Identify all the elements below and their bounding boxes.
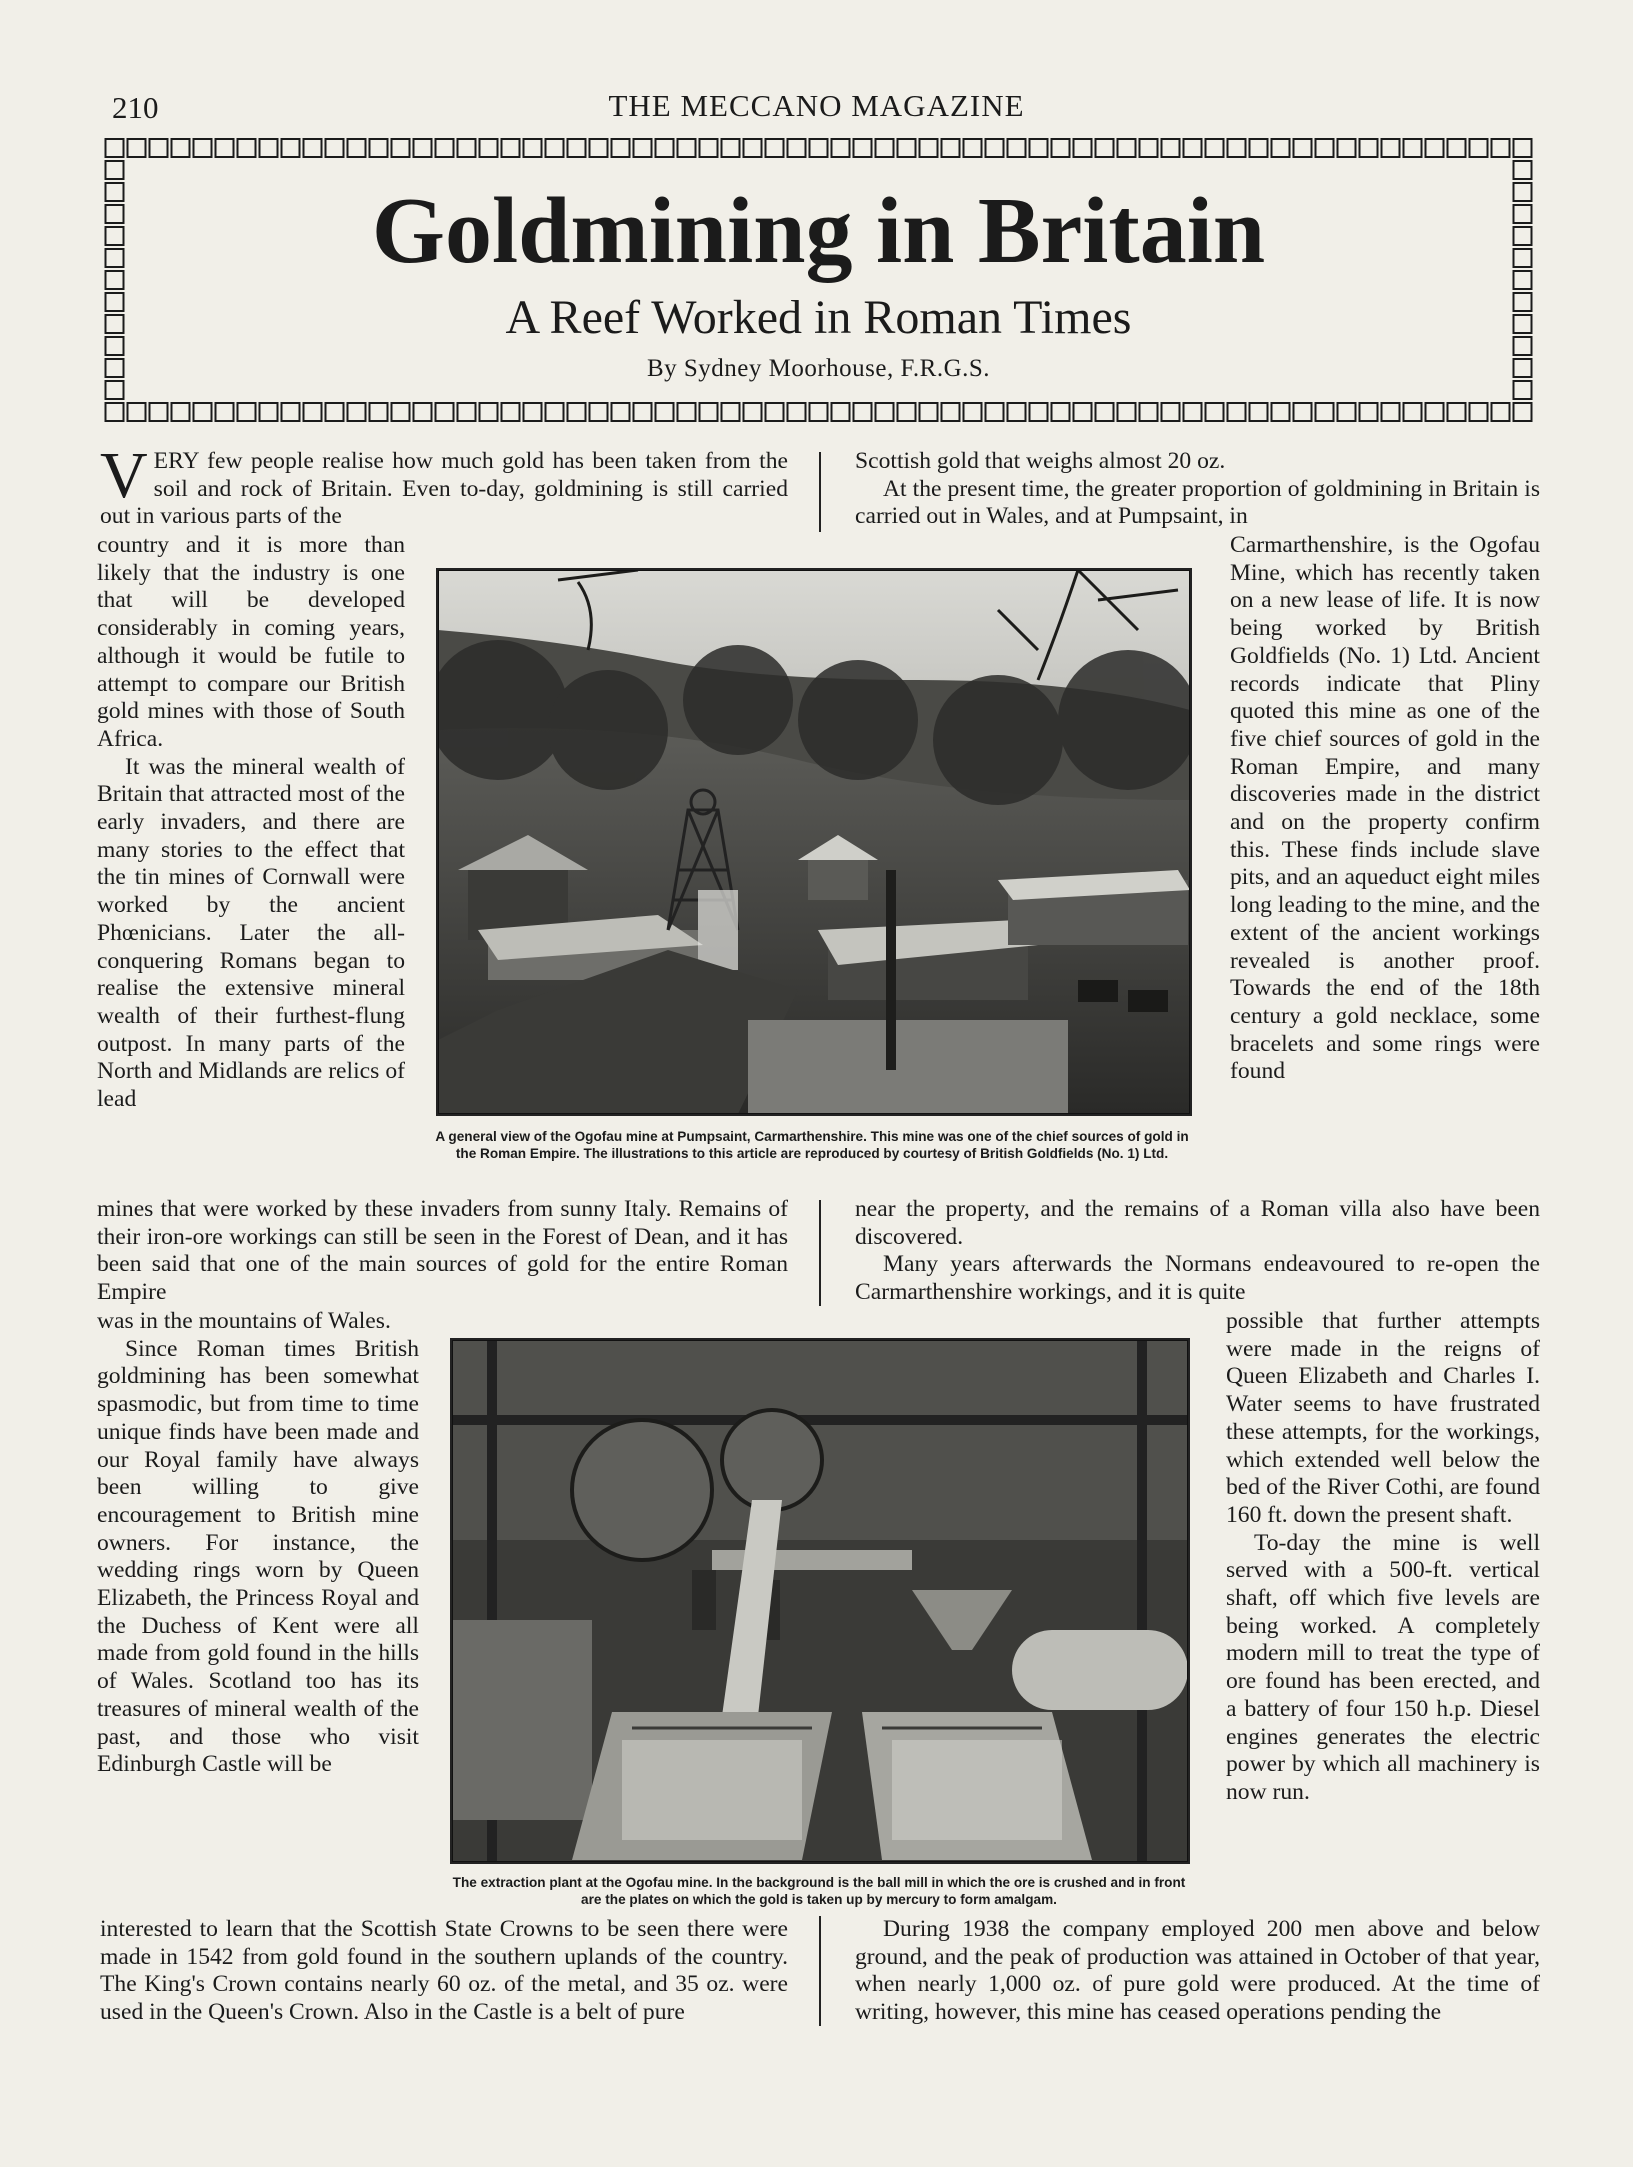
border-square [1096,139,1114,157]
border-square [1338,403,1356,421]
border-square [106,161,124,179]
border-square [1052,403,1070,421]
border-square [282,403,300,421]
border-square [1008,403,1026,421]
border-square [392,139,410,157]
border-square [150,403,168,421]
border-square [1470,403,1488,421]
border-square [788,139,806,157]
border-square [876,403,894,421]
text-block-left-top [100,439,788,532]
border-square [722,403,740,421]
border-square [370,139,388,157]
border-square [1448,403,1466,421]
border-square [832,403,850,421]
border-square [854,139,872,157]
border-square [1074,139,1092,157]
paragraph: mines that were worked by these invaders from sunny Italy. Remains of their iron-ore workings can still be seen in the Forest of Dean, and it has been said that one of the main sources of gold for the entire Roman Empire [97,1196,788,1306]
border-square [458,139,476,157]
column-rule [819,1200,821,1306]
border-square [1052,139,1070,157]
text-block-left-narrow-2 [97,1308,419,1920]
border-square [898,403,916,421]
border-square [1206,403,1224,421]
border-square [502,139,520,157]
border-square [678,139,696,157]
border-square [238,403,256,421]
paragraph: near the property, and the remains of a Roman villa also have been discovered. [855,1196,1540,1250]
border-square [326,403,344,421]
border-square [1118,403,1136,421]
border-square [1184,139,1202,157]
border-square [392,403,410,421]
border-square [414,139,432,157]
border-square [260,139,278,157]
border-square [194,403,212,421]
border-square [1492,139,1510,157]
paragraph: Carmarthenshire, is the Ogofau Mine, which has recently taken on a new lease of life. It is now being worked by British Goldfields (No. 1) Ltd. Ancient records indicate that Pliny quoted this mine as one of the five chief sources of gold in the Roman Empire, and many discoveries made in the district and on the property confirm this. These finds include slave pits, and an aqueduct eight miles long leading to the mine, and the extent of the ancient workings revealed is another proof. Towards the end of the 18th century a gold necklace, some bracelets and some rings were found [1230,532,1540,1085]
border-square [1008,139,1026,157]
article-title: Goldmining in Britain [371,179,1266,283]
border-square [502,403,520,421]
border-square [1228,139,1246,157]
border-square [106,381,124,399]
border-square [1294,139,1312,157]
border-square [722,139,740,157]
border-square [612,139,630,157]
photo-extraction-plant [450,1338,1190,1864]
paragraph: During 1938 the company employed 200 men above and below ground, and the peak of production was attained in October of that year, when nearly 1,000 oz. of pure gold were produced. At the time of writing, however, this mine has ceased operations pending the [855,1916,1540,2026]
border-square [1140,403,1158,421]
border-square [1382,139,1400,157]
border-square [238,139,256,157]
border-square [942,403,960,421]
article-byline: By Sydney Moorhouse, F.R.G.S. [646,355,991,382]
border-square [1360,403,1378,421]
border-square [1360,139,1378,157]
border-square [1316,403,1334,421]
paragraph: To-day the mine is well served with a 500-ft. vertical shaft, off which five levels are being worked. A completely modern mill to treat the type of ore found has been erected, and a battery of four 150 h.p. Diesel engines generates the electric power by which all machinery is now run. [1226,1529,1540,1805]
border-square [1250,139,1268,157]
border-square [612,403,630,421]
border-square [436,139,454,157]
border-square [1030,139,1048,157]
paragraph: ERY few people realise how much gold has been taken from the soil and rock of Britain. Even to-day, goldmining is still carried out in various parts of the [100,448,788,530]
border-square [898,139,916,157]
text-block-right-narrow-2 [1226,1308,1540,1920]
border-square [1426,403,1444,421]
border-square [106,139,124,157]
text-block-right-bottom [855,1916,1540,2028]
figure-1-caption: A general view of the Ogofau mine at Pumpsaint, Carmarthenshire. This mine was one of the chief sources of gold in the Roman Empire. The illustrations to this article are reproduced by courtesy of British Goldfields (No. 1) Ltd. [435,1129,1189,1161]
border-square [546,403,564,421]
border-square [348,139,366,157]
border-square [810,403,828,421]
border-square [1338,139,1356,157]
border-square [1316,139,1334,157]
border-square [920,139,938,157]
border-square [150,139,168,157]
border-square [1096,403,1114,421]
border-square [414,403,432,421]
article-subtitle: A Reef Worked in Roman Times [505,291,1132,344]
text-block-right-narrow-1 [1230,532,1540,1200]
border-square [920,403,938,421]
text-block-right-mid [855,1196,1540,1308]
border-square [568,403,586,421]
border-square [348,403,366,421]
border-square [1272,139,1290,157]
border-square [194,139,212,157]
paragraph: At the present time, the greater proportion of goldmining in Britain is carried out in Wales, and at Pumpsaint, in [855,475,1540,530]
border-square [326,139,344,157]
border-square [810,139,828,157]
border-square [590,139,608,157]
paragraph: was in the mountains of Wales. [97,1308,391,1334]
border-square [282,139,300,157]
border-square [964,403,982,421]
text-block-left-bottom [100,1916,788,2028]
text-block-left-narrow-1 [97,532,405,1200]
border-square [744,403,762,421]
border-square [304,139,322,157]
paragraph: It was the mineral wealth of Britain that attracted most of the early invaders, and there are many stories to the effect that the tin mines of Cornwall were worked by the ancient Phœnicians. Later the all-conquering Romans began to realise the extensive mineral wealth of their furthest-flung outpost. In many parts of the North and Midlands are relics of lead [97,753,405,1113]
border-square [436,403,454,421]
border-square [1250,403,1268,421]
border-square [1470,139,1488,157]
border-square [370,403,388,421]
column-rule [819,1916,821,2026]
text-block-left-mid [97,1196,788,1308]
text-block-right-top [855,448,1540,532]
border-square [678,403,696,421]
border-square [1294,403,1312,421]
border-square [524,139,542,157]
border-square [1030,403,1048,421]
border-square [1074,403,1092,421]
border-square [260,403,278,421]
border-square [480,403,498,421]
border-square [1492,403,1510,421]
photo-ogofau-mine-general-view [436,568,1192,1116]
border-square [832,139,850,157]
paragraph: interested to learn that the Scottish State Crowns to be seen there were made in 1542 from gold found in the southern uplands of the country. The King's Crown contains nearly 60 oz. of the metal, and 35 oz. were used in the Queen's Crown. Also in the Castle is a belt of pure [100,1916,788,2026]
border-square [172,139,190,157]
border-square [634,403,652,421]
border-square [568,139,586,157]
border-square [1140,139,1158,157]
border-square [172,403,190,421]
paragraph: Since Roman times British goldmining has been somewhat spasmodic, but from time to time unique finds have been made and our Royal family have always been willing to give encouragement to British mine owners. For instance, the wedding rings worn by Queen Elizabeth, the Princess Royal and the Duchess of Kent were all made from gold found in the hills of Wales. Scotland too has its treasures of mineral wealth of the past, and those who visit Edinburgh Castle will be [97,1335,419,1778]
border-square [546,139,564,157]
border-square [1162,403,1180,421]
border-square [942,139,960,157]
border-square [480,139,498,157]
border-square [1162,139,1180,157]
border-square [766,403,784,421]
border-square [744,139,762,157]
border-square [964,139,982,157]
border-square [216,139,234,157]
border-square [876,139,894,157]
drop-cap: V [100,439,148,512]
border-square [1272,403,1290,421]
paragraph: country and it is more than likely that the industry is one that will be developed considerably in coming years, although it would be futile to attempt to compare our British gold mines with those of South Africa. [97,532,405,752]
border-square [700,139,718,157]
border-square [656,403,674,421]
border-square [1206,139,1224,157]
border-square [766,139,784,157]
border-square [216,403,234,421]
paragraph: Scottish gold that weighs almost 20 oz. [855,448,1226,474]
border-square [1514,161,1532,179]
border-square [1404,403,1422,421]
border-square [634,139,652,157]
border-square [1514,139,1532,157]
border-square [986,403,1004,421]
border-square [656,139,674,157]
running-title: THE MECCANO MAGAZINE [608,88,1025,123]
border-square [1426,139,1444,157]
border-square [1228,403,1246,421]
border-square [1514,381,1532,399]
border-square [700,403,718,421]
border-square [1448,139,1466,157]
paragraph: Many years afterwards the Normans endeavoured to re-open the Carmarthenshire workings, and it is quite [855,1251,1540,1306]
border-square [524,403,542,421]
paragraph: possible that further attempts were made in the reigns of Queen Elizabeth and Charles I. Water seems to have frustrated these attempts, for the workings, which extended well below the bed of the River Cothi, are found 160 ft. down the present shaft. [1226,1308,1540,1528]
border-square [590,403,608,421]
border-square [1184,403,1202,421]
border-square [986,139,1004,157]
border-square [128,139,146,157]
border-square [304,403,322,421]
border-square [128,403,146,421]
figure-2-caption: The extraction plant at the Ogofau mine. In the background is the ball mill in which the ore is crushed and in front are the plates on which the gold is taken up by mercury to form amalgam. [452,1875,1186,1907]
border-square [458,403,476,421]
border-square [1118,139,1136,157]
border-square [788,403,806,421]
column-rule [819,452,821,532]
border-square [1404,139,1422,157]
page-number: 210 [112,90,159,125]
border-square [1382,403,1400,421]
border-square [854,403,872,421]
border-square [1514,403,1532,421]
border-square [106,403,124,421]
